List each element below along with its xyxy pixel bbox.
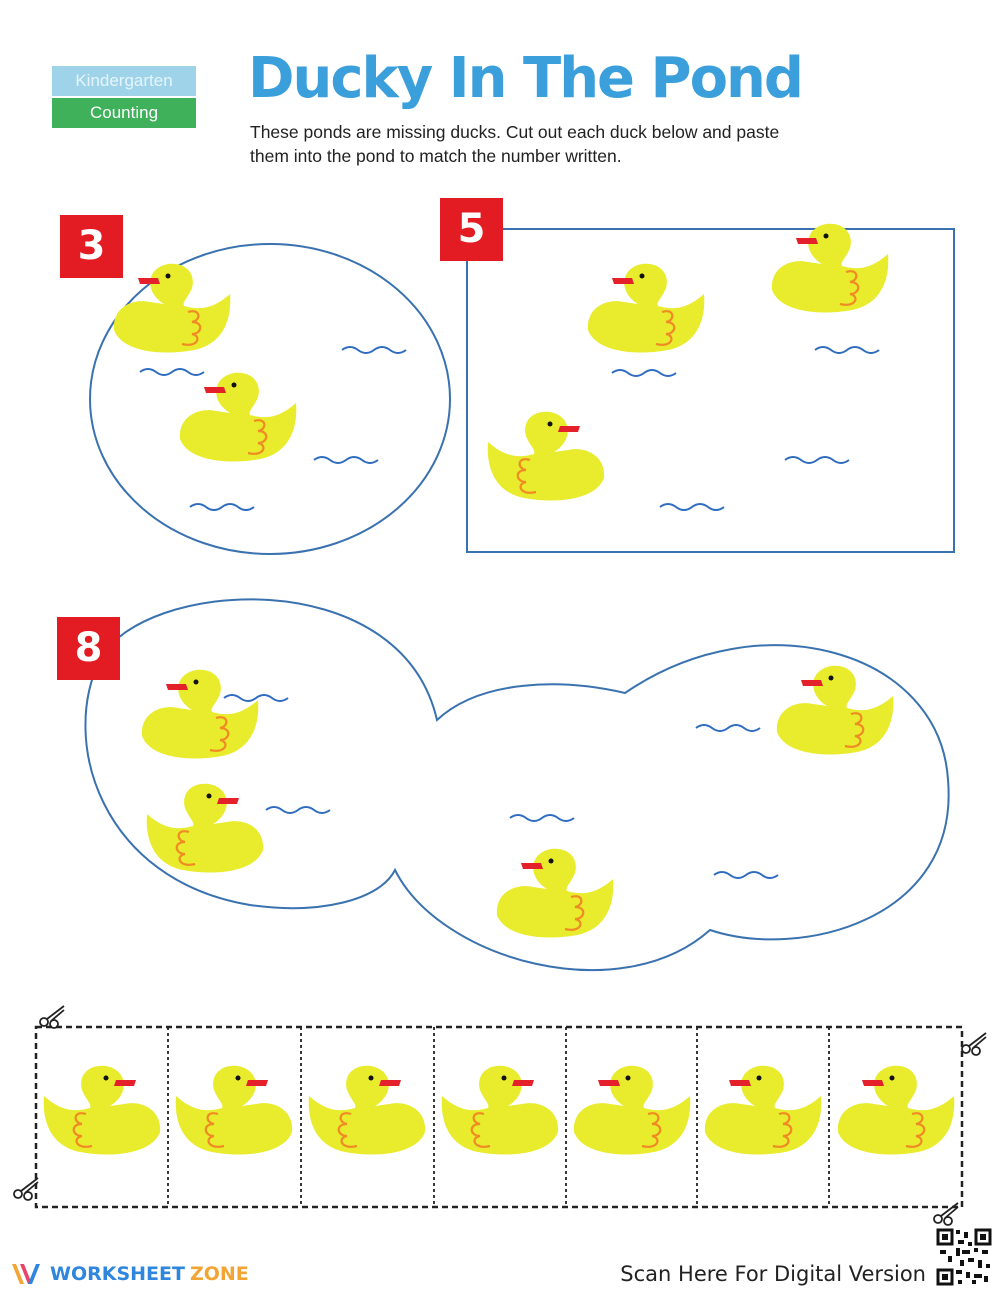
wave-icon bbox=[510, 815, 574, 821]
instructions-text: These ponds are missing ducks. Cut out each duck below and paste them into the pond to match the number written. bbox=[250, 122, 780, 166]
subject-tag: Counting bbox=[52, 98, 196, 128]
wave-icon bbox=[612, 370, 676, 376]
pond-number-badge: 3 bbox=[60, 215, 123, 278]
wave-icon bbox=[140, 369, 204, 375]
duck-icon bbox=[588, 264, 704, 353]
pond-number-badge: 5 bbox=[440, 198, 503, 261]
scissors-icon bbox=[14, 1178, 38, 1200]
duck-icon bbox=[772, 224, 888, 313]
cutout-duck-icon bbox=[574, 1066, 690, 1155]
wave-icon bbox=[224, 695, 288, 701]
wave-icon bbox=[342, 347, 406, 353]
wave-icon bbox=[714, 872, 778, 878]
wave-icon bbox=[314, 457, 378, 463]
wave-icon bbox=[660, 504, 724, 510]
cutout-duck-icon bbox=[838, 1066, 954, 1155]
wave-icon bbox=[815, 347, 879, 353]
grade-tag: Kindergarten bbox=[52, 66, 196, 96]
pond-number-badge: 8 bbox=[57, 617, 120, 680]
cutout-duck-icon bbox=[176, 1066, 292, 1155]
brand-name-part2: ZONE bbox=[189, 1263, 249, 1285]
wave-icon bbox=[785, 457, 849, 463]
wave-icon bbox=[266, 807, 330, 813]
qr-code-icon[interactable] bbox=[936, 1228, 992, 1286]
duck-icon bbox=[497, 849, 613, 938]
duck-icon bbox=[180, 373, 296, 462]
pond-circle bbox=[90, 244, 450, 554]
duck-icon bbox=[142, 670, 258, 759]
brand-logo bbox=[10, 1258, 249, 1290]
scissors-icon bbox=[40, 1006, 64, 1028]
cutout-duck-icon bbox=[309, 1066, 425, 1155]
cutout-duck-icon bbox=[705, 1066, 821, 1155]
brand-name-part1: WORKSHEET bbox=[50, 1263, 185, 1285]
cutout-duck-icon bbox=[442, 1066, 558, 1155]
duck-icon bbox=[777, 666, 893, 755]
scan-caption: Scan Here For Digital Version bbox=[620, 1262, 926, 1286]
duck-icon bbox=[488, 412, 604, 501]
cutout-duck-icon bbox=[44, 1066, 160, 1155]
wave-icon bbox=[696, 725, 760, 731]
scissors-icon bbox=[962, 1033, 986, 1055]
duck-icon bbox=[114, 264, 230, 353]
brand-mark-icon bbox=[10, 1260, 44, 1288]
page-title: Ducky In The Pond bbox=[248, 46, 802, 111]
duck-icon bbox=[147, 784, 263, 873]
wave-icon bbox=[190, 504, 254, 510]
